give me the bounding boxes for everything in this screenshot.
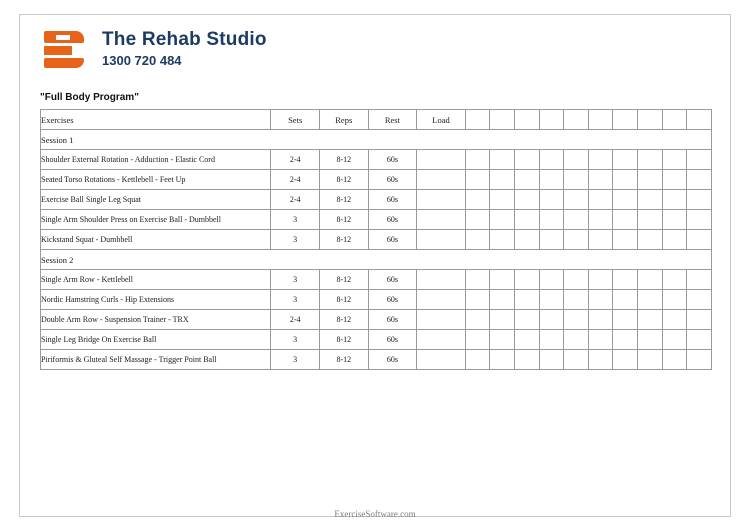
tracking-cell[interactable]: [515, 150, 540, 170]
exercise-name: Shoulder External Rotation - Adduction - Elastic Cord: [41, 150, 271, 170]
exercise-load: [417, 310, 466, 330]
exercise-load: [417, 190, 466, 210]
tracking-cell[interactable]: [588, 350, 613, 370]
tracking-cell[interactable]: [588, 270, 613, 290]
tracking-cell[interactable]: [465, 170, 490, 190]
tracking-cell[interactable]: [613, 310, 638, 330]
tracking-cell[interactable]: [662, 270, 687, 290]
exercise-sets: 3: [271, 230, 320, 250]
tracking-cell[interactable]: [539, 210, 564, 230]
exercise-rest: 60s: [368, 270, 417, 290]
exercise-reps: 8-12: [319, 330, 368, 350]
exercise-sets: 2-4: [271, 190, 320, 210]
exercise-name: Single Arm Row - Kettlebell: [41, 270, 271, 290]
exercise-rest: 60s: [368, 190, 417, 210]
exercise-sets: 3: [271, 210, 320, 230]
tracking-cell[interactable]: [613, 270, 638, 290]
column-header-blank: [515, 110, 540, 130]
tracking-cell[interactable]: [515, 270, 540, 290]
tracking-cell[interactable]: [539, 270, 564, 290]
tracking-cell[interactable]: [564, 270, 589, 290]
tracking-cell[interactable]: [638, 210, 663, 230]
exercise-load: [417, 350, 466, 370]
tracking-cell[interactable]: [465, 210, 490, 230]
tracking-cell[interactable]: [638, 150, 663, 170]
column-header-blank: [613, 110, 638, 130]
tracking-cell[interactable]: [638, 330, 663, 350]
tracking-cell[interactable]: [687, 310, 712, 330]
tracking-cell[interactable]: [638, 170, 663, 190]
orange-e-logo-icon: [44, 29, 90, 69]
tracking-cell[interactable]: [662, 230, 687, 250]
tracking-cell[interactable]: [638, 290, 663, 310]
exercise-rest: 60s: [368, 230, 417, 250]
footer-text: ExerciseSoftware.com: [334, 509, 416, 519]
column-header-blank: [638, 110, 663, 130]
exercise-name: Seated Torso Rotations - Kettlebell - Feet Up: [41, 170, 271, 190]
tracking-cell[interactable]: [687, 230, 712, 250]
exercise-sets: 3: [271, 290, 320, 310]
exercise-reps: 8-12: [319, 230, 368, 250]
tracking-cell[interactable]: [515, 170, 540, 190]
tracking-cell[interactable]: [638, 350, 663, 370]
tracking-cell[interactable]: [687, 350, 712, 370]
document-header: [44, 29, 267, 69]
tracking-cell[interactable]: [564, 330, 589, 350]
exercise-sets: 3: [271, 330, 320, 350]
tracking-cell[interactable]: [613, 210, 638, 230]
exercise-load: [417, 210, 466, 230]
exercise-rest: 60s: [368, 350, 417, 370]
table-row: [41, 350, 712, 370]
tracking-cell[interactable]: [465, 230, 490, 250]
tracking-cell[interactable]: [539, 150, 564, 170]
exercise-load: [417, 270, 466, 290]
tracking-cell[interactable]: [638, 230, 663, 250]
tracking-cell[interactable]: [465, 270, 490, 290]
tracking-cell[interactable]: [687, 290, 712, 310]
tracking-cell[interactable]: [465, 350, 490, 370]
exercise-rest: 60s: [368, 310, 417, 330]
column-header-blank: [539, 110, 564, 130]
exercise-name: Exercise Ball Single Leg Squat: [41, 190, 271, 210]
exercise-reps: 8-12: [319, 210, 368, 230]
tracking-cell[interactable]: [564, 310, 589, 330]
tracking-cell[interactable]: [515, 310, 540, 330]
session-header-row: [41, 130, 712, 150]
tracking-cell[interactable]: [490, 330, 515, 350]
tracking-cell[interactable]: [687, 330, 712, 350]
session-header-row: [41, 250, 712, 270]
tracking-cell[interactable]: [465, 150, 490, 170]
exercise-reps: 8-12: [319, 170, 368, 190]
tracking-cell[interactable]: [588, 230, 613, 250]
tracking-cell[interactable]: [662, 190, 687, 210]
exercise-sets: 2-4: [271, 310, 320, 330]
tracking-cell[interactable]: [490, 310, 515, 330]
brand-name: The Rehab Studio: [102, 28, 267, 50]
tracking-cell[interactable]: [539, 290, 564, 310]
tracking-cell[interactable]: [662, 210, 687, 230]
tracking-cell[interactable]: [588, 190, 613, 210]
table-header-row: [41, 110, 712, 130]
tracking-cell[interactable]: [490, 190, 515, 210]
tracking-cell[interactable]: [564, 230, 589, 250]
tracking-cell[interactable]: [564, 170, 589, 190]
table-body: [41, 130, 712, 370]
exercise-rest: 60s: [368, 170, 417, 190]
tracking-cell[interactable]: [638, 270, 663, 290]
exercise-rest: 60s: [368, 290, 417, 310]
exercise-name: Kickstand Squat - Dumbbell: [41, 230, 271, 250]
exercise-rest: 60s: [368, 330, 417, 350]
exercise-reps: 8-12: [319, 310, 368, 330]
exercise-load: [417, 330, 466, 350]
column-header-blank: [588, 110, 613, 130]
program-sheet: [19, 14, 731, 517]
tracking-cell[interactable]: [588, 310, 613, 330]
exercise-sets: 3: [271, 350, 320, 370]
table-row: [41, 310, 712, 330]
tracking-cell[interactable]: [588, 210, 613, 230]
table-row: [41, 330, 712, 350]
tracking-cell[interactable]: [465, 330, 490, 350]
table-row: [41, 190, 712, 210]
tracking-cell[interactable]: [539, 330, 564, 350]
tracking-cell[interactable]: [662, 290, 687, 310]
tracking-cell[interactable]: [490, 210, 515, 230]
tracking-cell[interactable]: [490, 150, 515, 170]
tracking-cell[interactable]: [613, 230, 638, 250]
tracking-cell[interactable]: [490, 350, 515, 370]
table-row: [41, 150, 712, 170]
tracking-cell[interactable]: [613, 330, 638, 350]
tracking-cell[interactable]: [515, 190, 540, 210]
tracking-cell[interactable]: [465, 190, 490, 210]
table-row: [41, 270, 712, 290]
exercise-reps: 8-12: [319, 150, 368, 170]
table-row: [41, 290, 712, 310]
exercise-load: [417, 290, 466, 310]
column-header-load: Load: [417, 110, 466, 130]
tracking-cell[interactable]: [662, 150, 687, 170]
tracking-cell[interactable]: [613, 170, 638, 190]
tracking-cell[interactable]: [490, 230, 515, 250]
tracking-cell[interactable]: [515, 210, 540, 230]
tracking-cell[interactable]: [539, 190, 564, 210]
tracking-cell[interactable]: [564, 290, 589, 310]
tracking-cell[interactable]: [564, 350, 589, 370]
page-title: "Full Body Program": [40, 92, 139, 103]
session-label: Session 1: [41, 130, 712, 150]
tracking-cell[interactable]: [588, 170, 613, 190]
table-row: [41, 210, 712, 230]
tracking-cell[interactable]: [662, 350, 687, 370]
tracking-cell[interactable]: [515, 330, 540, 350]
exercise-reps: 8-12: [319, 290, 368, 310]
tracking-cell[interactable]: [539, 350, 564, 370]
table-header: [41, 110, 712, 130]
exercise-name: Double Arm Row - Suspension Trainer - TRX: [41, 310, 271, 330]
tracking-cell[interactable]: [588, 290, 613, 310]
tracking-cell[interactable]: [465, 310, 490, 330]
tracking-cell[interactable]: [687, 210, 712, 230]
exercise-load: [417, 150, 466, 170]
exercise-rest: 60s: [368, 150, 417, 170]
tracking-cell[interactable]: [613, 290, 638, 310]
tracking-cell[interactable]: [490, 170, 515, 190]
tracking-cell[interactable]: [515, 230, 540, 250]
column-header-blank: [662, 110, 687, 130]
tracking-cell[interactable]: [613, 350, 638, 370]
tracking-cell[interactable]: [564, 190, 589, 210]
tracking-cell[interactable]: [687, 270, 712, 290]
tracking-cell[interactable]: [613, 150, 638, 170]
program-table: [40, 109, 712, 370]
column-header-sets: Sets: [271, 110, 320, 130]
brand-phone: 1300 720 484: [102, 53, 182, 69]
tracking-cell[interactable]: [662, 310, 687, 330]
tracking-cell[interactable]: [588, 150, 613, 170]
brand-block: [102, 30, 267, 69]
tracking-cell[interactable]: [687, 170, 712, 190]
tracking-cell[interactable]: [687, 190, 712, 210]
column-header-exercises: Exercises: [41, 110, 271, 130]
tracking-cell[interactable]: [490, 270, 515, 290]
tracking-cell[interactable]: [465, 290, 490, 310]
tracking-cell[interactable]: [539, 170, 564, 190]
column-header-blank: [687, 110, 712, 130]
exercise-reps: 8-12: [319, 270, 368, 290]
tracking-cell[interactable]: [564, 210, 589, 230]
exercise-load: [417, 170, 466, 190]
tracking-cell[interactable]: [490, 290, 515, 310]
exercise-name: Single Arm Shoulder Press on Exercise Ball - Dumbbell: [41, 210, 271, 230]
column-header-reps: Reps: [319, 110, 368, 130]
exercise-name: Single Leg Bridge On Exercise Ball: [41, 330, 271, 350]
session-label: Session 2: [41, 250, 712, 270]
exercise-name: Piriformis & Gluteal Self Massage - Trigger Point Ball: [41, 350, 271, 370]
column-header-blank: [490, 110, 515, 130]
table-row: [41, 170, 712, 190]
exercise-sets: 3: [271, 270, 320, 290]
tracking-cell[interactable]: [564, 150, 589, 170]
tracking-cell[interactable]: [638, 190, 663, 210]
tracking-cell[interactable]: [515, 290, 540, 310]
tracking-cell[interactable]: [613, 190, 638, 210]
tracking-cell[interactable]: [662, 330, 687, 350]
tracking-cell[interactable]: [662, 170, 687, 190]
exercise-load: [417, 230, 466, 250]
tracking-cell[interactable]: [638, 310, 663, 330]
exercise-reps: 8-12: [319, 190, 368, 210]
table-row: [41, 230, 712, 250]
exercise-sets: 2-4: [271, 170, 320, 190]
tracking-cell[interactable]: [515, 350, 540, 370]
column-header-rest: Rest: [368, 110, 417, 130]
column-header-blank: [465, 110, 490, 130]
exercise-reps: 8-12: [319, 350, 368, 370]
tracking-cell[interactable]: [687, 150, 712, 170]
exercise-rest: 60s: [368, 210, 417, 230]
tracking-cell[interactable]: [539, 310, 564, 330]
tracking-cell[interactable]: [588, 330, 613, 350]
column-header-blank: [564, 110, 589, 130]
exercise-name: Nordic Hamstring Curls - Hip Extensions: [41, 290, 271, 310]
tracking-cell[interactable]: [539, 230, 564, 250]
exercise-sets: 2-4: [271, 150, 320, 170]
